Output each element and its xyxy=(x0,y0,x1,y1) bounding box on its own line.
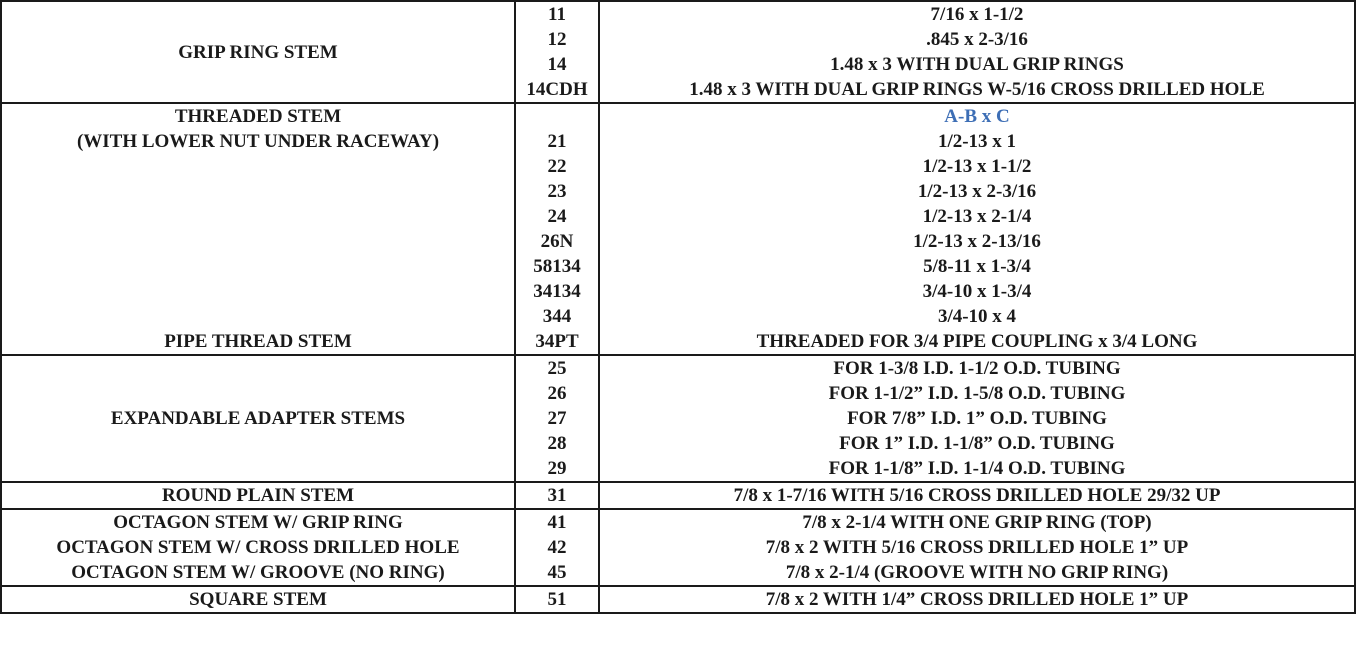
stem-code: 42 xyxy=(547,537,567,558)
stem-spec: 3/4-10 x 1-3/4 xyxy=(922,281,1032,302)
spec-cell xyxy=(599,103,1355,355)
stem-type-label: OCTAGON STEM W/ GROOVE (NO RING) xyxy=(71,562,445,583)
stem-spec: FOR 1-3/8 I.D. 1-1/2 O.D. TUBING xyxy=(833,358,1121,379)
stem-code: 26N xyxy=(540,231,574,252)
stem-spec: 7/8 x 2 WITH 5/16 CROSS DRILLED HOLE 1” UP xyxy=(765,537,1189,558)
code-cell xyxy=(515,103,599,355)
stem-type-label: PIPE THREAD STEM xyxy=(164,331,352,352)
code-cell xyxy=(515,482,599,509)
stem-code: 51 xyxy=(547,589,567,610)
group-grip-ring-stem xyxy=(1,1,1355,103)
thread-format-legend: A-B x C xyxy=(944,106,1010,127)
stem-code: 24 xyxy=(547,206,567,227)
stem-code: 34134 xyxy=(533,281,581,302)
stem-spec: 5/8-11 x 1-3/4 xyxy=(923,256,1031,277)
stem-code xyxy=(516,104,598,129)
stem-code: 14 xyxy=(547,54,567,75)
stem-type-label: OCTAGON STEM W/ GRIP RING xyxy=(113,512,403,533)
spec-cell xyxy=(599,509,1355,586)
stem-code: 14CDH xyxy=(526,79,588,100)
stem-spec: FOR 1-1/2” I.D. 1-5/8 O.D. TUBING xyxy=(828,383,1126,404)
group-expandable-adapter-stems xyxy=(1,355,1355,482)
group-round-plain-stem xyxy=(1,482,1355,509)
stem-spec: 1/2-13 x 2-1/4 xyxy=(922,206,1032,227)
code-cell xyxy=(515,1,599,103)
stem-code: 23 xyxy=(547,181,567,202)
group-octagon-stems xyxy=(1,509,1355,586)
stem-type-cell xyxy=(1,482,515,509)
stem-spec: 7/8 x 2-1/4 (GROOVE WITH NO GRIP RING) xyxy=(785,562,1169,583)
stem-type-cell xyxy=(1,509,515,586)
stem-type-cell xyxy=(1,355,515,482)
code-cell xyxy=(515,586,599,613)
stem-code: 29 xyxy=(547,458,567,479)
spec-cell xyxy=(599,1,1355,103)
stem-spec: 1.48 x 3 WITH DUAL GRIP RINGS xyxy=(830,54,1124,75)
stem-spec: 7/16 x 1-1/2 xyxy=(930,4,1024,25)
stem-code: 34PT xyxy=(535,331,579,352)
stem-type-label: GRIP RING STEM xyxy=(178,41,338,63)
stem-spec: 1/2-13 x 1 xyxy=(937,131,1017,152)
stem-spec: 1/2-13 x 1-1/2 xyxy=(922,156,1032,177)
stem-code: 12 xyxy=(547,29,567,50)
stem-spec: 7/8 x 2 WITH 1/4” CROSS DRILLED HOLE 1” UP xyxy=(765,589,1189,610)
stem-type-label: EXPANDABLE ADAPTER STEMS xyxy=(110,408,406,429)
stem-code: 11 xyxy=(548,4,566,25)
stem-spec: 7/8 x 2-1/4 WITH ONE GRIP RING (TOP) xyxy=(802,512,1152,533)
stem-code: 41 xyxy=(547,512,567,533)
stem-code: 26 xyxy=(547,383,567,404)
group-threaded-stem xyxy=(1,103,1355,355)
stem-code: 28 xyxy=(547,433,567,454)
stem-spec: 3/4-10 x 4 xyxy=(937,306,1017,327)
stem-type-label: OCTAGON STEM W/ CROSS DRILLED HOLE xyxy=(56,537,460,558)
stem-code: 27 xyxy=(547,408,567,429)
stem-code: 45 xyxy=(547,562,567,583)
stem-type-label: THREADED STEM xyxy=(174,106,342,127)
stem-spec: 7/8 x 1-7/16 WITH 5/16 CROSS DRILLED HOLE 29/32 UP xyxy=(733,485,1221,506)
code-cell xyxy=(515,355,599,482)
stem-spec: 1/2-13 x 2-3/16 xyxy=(917,181,1037,202)
stem-spec: THREADED FOR 3/4 PIPE COUPLING x 3/4 LONG xyxy=(756,331,1198,352)
group-square-stem xyxy=(1,586,1355,613)
stem-code: 344 xyxy=(542,306,572,327)
spec-cell xyxy=(599,482,1355,509)
stem-spec: FOR 1-1/8” I.D. 1-1/4 O.D. TUBING xyxy=(828,458,1126,479)
stem-type-label: (WITH LOWER NUT UNDER RACEWAY) xyxy=(76,131,440,152)
stem-code: 22 xyxy=(547,156,567,177)
stem-code: 31 xyxy=(547,485,567,506)
stem-type-cell xyxy=(1,586,515,613)
stem-type-cell xyxy=(1,103,515,355)
stem-code: 21 xyxy=(547,131,567,152)
stem-type-cell xyxy=(1,1,515,103)
spec-cell xyxy=(599,586,1355,613)
stem-spec: 1/2-13 x 2-13/16 xyxy=(913,231,1041,252)
stem-spec: FOR 7/8” I.D. 1” O.D. TUBING xyxy=(847,408,1107,429)
stem-type-label: ROUND PLAIN STEM xyxy=(161,485,355,506)
stem-code: 58134 xyxy=(533,256,581,277)
stem-spec: FOR 1” I.D. 1-1/8” O.D. TUBING xyxy=(839,433,1115,454)
stem-type-label: SQUARE STEM xyxy=(189,589,327,610)
spec-cell xyxy=(599,355,1355,482)
stem-spec: 1.48 x 3 WITH DUAL GRIP RINGS W-5/16 CROSS DRILLED HOLE xyxy=(689,79,1265,100)
stem-spec: .845 x 2-3/16 xyxy=(926,29,1028,50)
code-cell xyxy=(515,509,599,586)
stem-code: 25 xyxy=(547,358,567,379)
